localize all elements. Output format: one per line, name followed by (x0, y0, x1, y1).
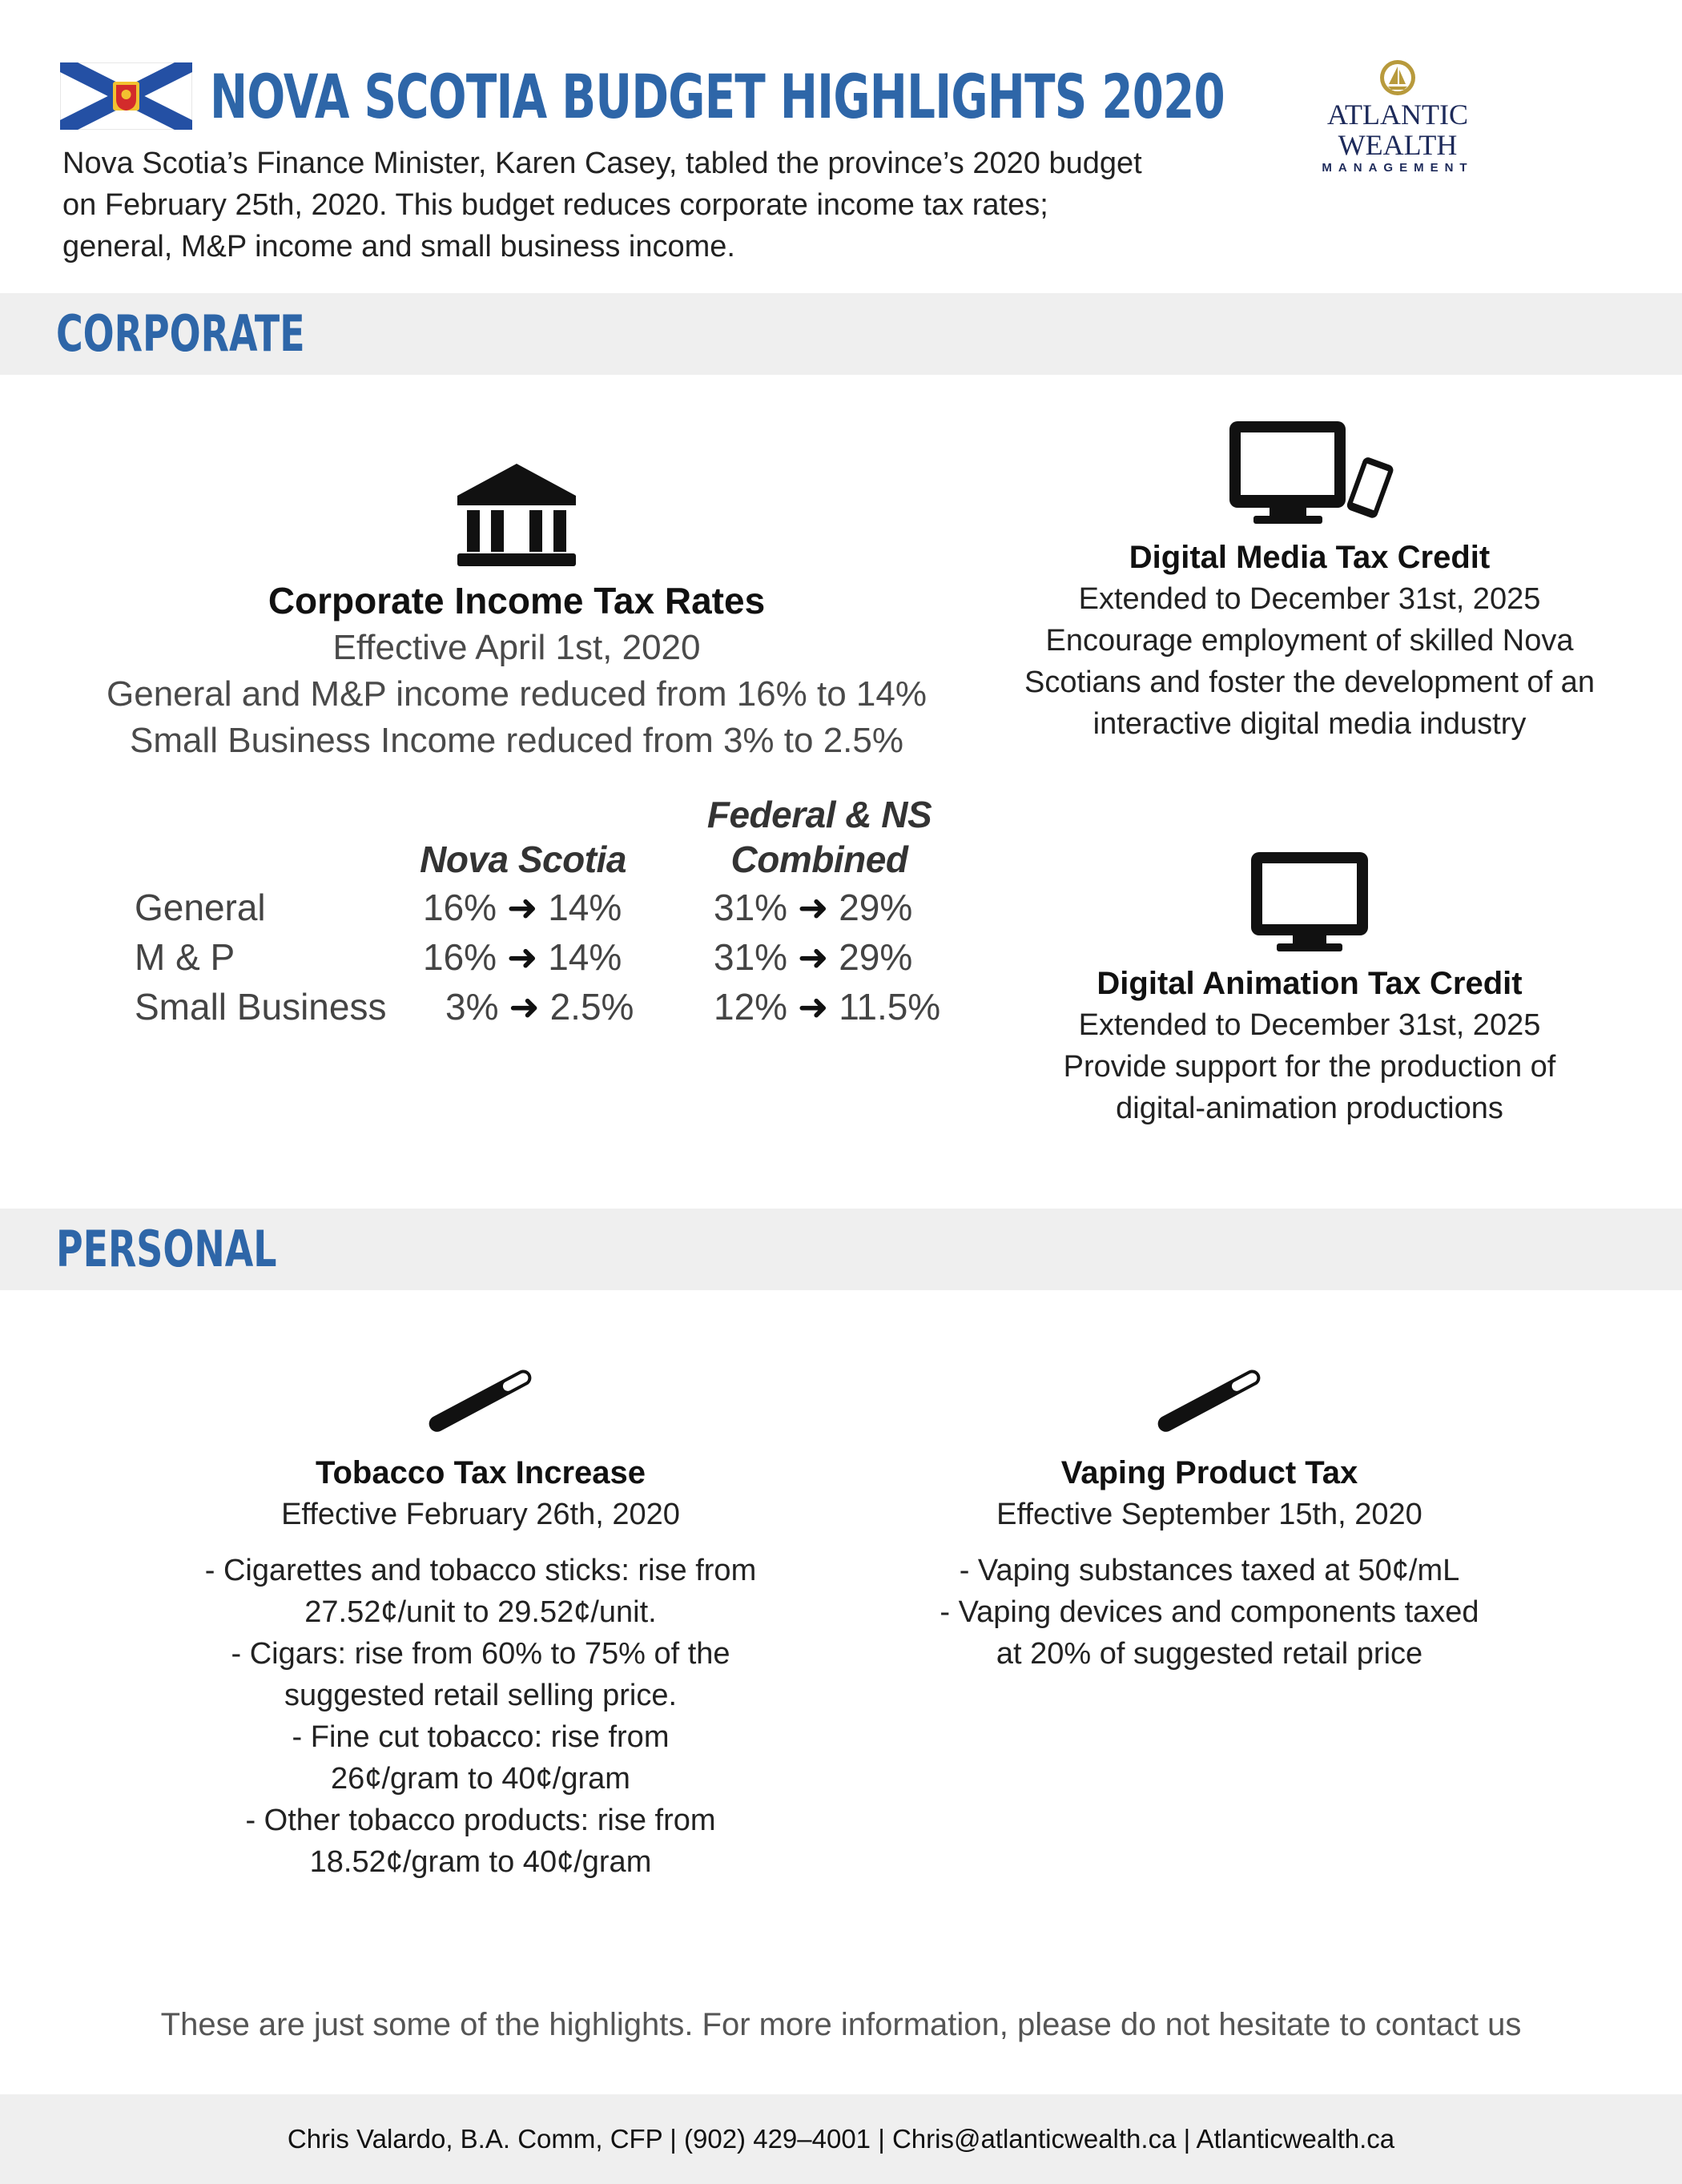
table-cell-combined (714, 883, 912, 931)
bank-building-icon (453, 461, 581, 569)
table-cell-combined (714, 933, 912, 981)
corporate-tax-small-business-line: Small Business Income reduced from 3% to 2.5% (129, 721, 903, 760)
list-item: at 20% of suggested retail price (996, 1637, 1423, 1671)
ns-to-value: 14% (548, 887, 622, 928)
arrow-right-icon: ➜ (787, 887, 839, 928)
digital-animation-line: Provide support for the production of (1063, 1050, 1556, 1084)
vaping-block (849, 1366, 1570, 1675)
digital-media-line: Extended to December 31st, 2025 (1078, 582, 1541, 616)
fed-to-value: 29% (839, 887, 913, 928)
ns-from-value: 16% (423, 887, 497, 928)
arrow-right-icon: ➜ (497, 887, 549, 928)
sailboat-logo-icon (1378, 58, 1418, 98)
tobacco-heading: Tobacco Tax Increase (315, 1455, 646, 1490)
digital-animation-heading: Digital Animation Tax Credit (1097, 966, 1523, 1001)
section-title-personal: PERSONAL (56, 1220, 277, 1278)
tobacco-list (120, 1550, 841, 1883)
section-bar-corporate (0, 293, 1682, 375)
list-item: - Vaping devices and components taxed (940, 1595, 1479, 1629)
monitor-and-phone-icon (1221, 416, 1398, 529)
col-header-combined: Combined (730, 839, 908, 880)
digital-media-block (993, 416, 1626, 745)
table-row-label: General (135, 887, 266, 928)
list-item: - Other tobacco products: rise from (245, 1804, 716, 1837)
table-cell-ns (423, 933, 622, 981)
tobacco-block (120, 1366, 841, 1883)
list-item: - Fine cut tobacco: rise from (292, 1720, 670, 1754)
arrow-right-icon: ➜ (497, 936, 549, 978)
rates-table (135, 789, 968, 1029)
footer-bar (0, 2094, 1682, 2184)
arrow-right-icon: ➜ (498, 986, 550, 1028)
ns-to-value: 14% (548, 936, 622, 978)
list-item: - Cigarettes and tobacco sticks: rise from (204, 1554, 757, 1587)
table-cell-ns (423, 883, 622, 931)
vaping-list (849, 1550, 1570, 1675)
digital-media-heading: Digital Media Tax Credit (1129, 540, 1491, 575)
section-title-corporate: CORPORATE (56, 304, 305, 363)
list-item: 26¢/gram to 40¢/gram (331, 1762, 630, 1796)
digital-animation-line: Extended to December 31st, 2025 (1078, 1008, 1541, 1042)
footer-contact: Chris Valardo, B.A. Comm, CFP | (902) 429–4001 | Chris@atlanticwealth.ca | Atlanticwealth.ca (287, 2124, 1395, 2154)
corporate-tax-heading: Corporate Income Tax Rates (268, 580, 766, 621)
list-item: 18.52¢/gram to 40¢/gram (309, 1845, 652, 1879)
tobacco-effective: Effective February 26th, 2020 (281, 1498, 680, 1531)
digital-media-line: interactive digital media industry (1092, 707, 1527, 741)
corporate-tax-general-line: General and M&P income reduced from 16% to 14% (107, 674, 927, 714)
digital-animation-line: digital-animation productions (1116, 1092, 1503, 1125)
section-bar-personal (0, 1209, 1682, 1290)
digital-media-line: Scotians and foster the development of an (1024, 666, 1595, 699)
vape-pen-icon (1149, 1366, 1270, 1438)
vaping-heading: Vaping Product Tax (1060, 1455, 1358, 1490)
monitor-icon (1249, 849, 1370, 955)
fed-to-value: 11.5% (839, 986, 941, 1028)
col-header-federal-ns: Federal & NS (706, 794, 932, 835)
intro-paragraph: Nova Scotia’s Finance Minister, Karen Casey, tabled the province’s 2020 budget on February 25th, 2020. This budget reduces corporate income tax rates; general, M&P income and small business income. (62, 147, 1142, 263)
table-row-label: Small Business (135, 986, 387, 1028)
vaping-effective: Effective September 15th, 2020 (996, 1498, 1422, 1531)
logo-subtitle: MANAGEMENT (1322, 161, 1474, 175)
ns-from-value: 16% (423, 936, 497, 978)
fed-from-value: 31% (714, 936, 788, 978)
fed-from-value: 31% (714, 887, 788, 928)
list-item: 27.52¢/unit to 29.52¢/unit. (304, 1595, 657, 1629)
closing-note: These are just some of the highlights. For more information, please do not hesitate to contact us (160, 2007, 1522, 2042)
corporate-tax-effective: Effective April 1st, 2020 (332, 628, 701, 667)
fed-to-value: 29% (839, 936, 913, 978)
page-title: NOVA SCOTIA BUDGET HIGHLIGHTS 2020 (210, 61, 1225, 132)
ns-to-value: 2.5% (549, 986, 634, 1028)
corporate-tax-rates-block (48, 461, 985, 764)
table-cell-combined (714, 983, 940, 1031)
nova-scotia-flag-icon (60, 62, 192, 130)
col-header-nova-scotia: Nova Scotia (420, 839, 626, 880)
arrow-right-icon: ➜ (787, 936, 839, 978)
ns-from-value: 3% (445, 986, 499, 1028)
cigarette-icon (420, 1366, 541, 1438)
fed-from-value: 12% (714, 986, 788, 1028)
logo-name: ATLANTIC WEALTH (1327, 99, 1468, 161)
digital-media-line: Encourage employment of skilled Nova (1045, 624, 1574, 658)
list-item: - Cigars: rise from 60% to 75% of the (231, 1637, 730, 1671)
list-item: - Vaping substances taxed at 50¢/mL (959, 1554, 1460, 1587)
digital-animation-block (993, 849, 1626, 1129)
company-logo (1282, 58, 1514, 175)
table-row-label: M & P (135, 936, 235, 978)
arrow-right-icon: ➜ (787, 986, 839, 1028)
table-cell-ns (445, 983, 634, 1031)
list-item: suggested retail selling price. (284, 1679, 678, 1712)
